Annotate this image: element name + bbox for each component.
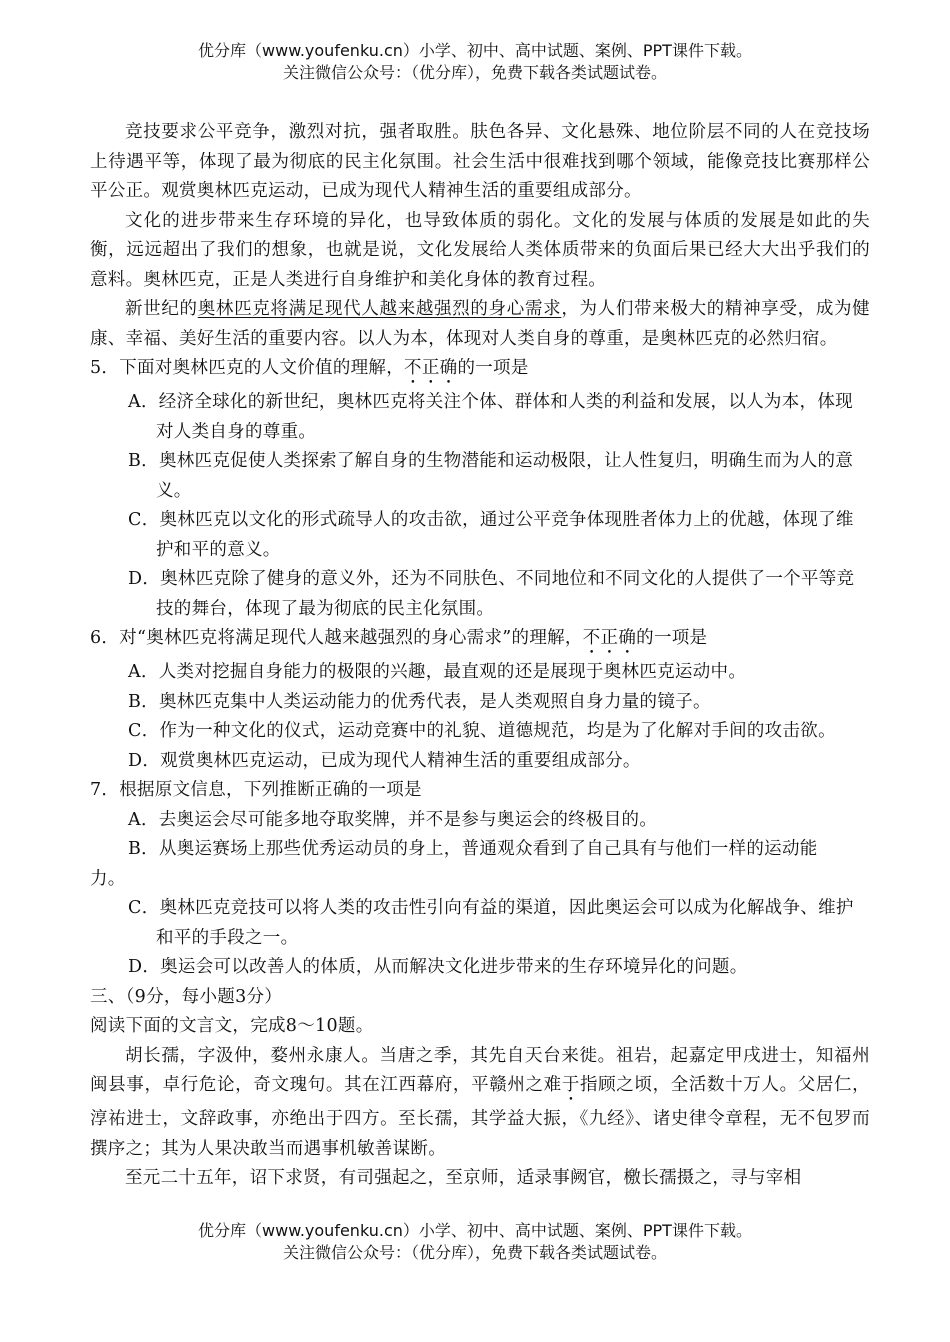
underlined-phrase: 奥林匹克将满足现代人越来越强烈的身心需求 (197, 299, 562, 319)
page-footer (0, 1220, 950, 1264)
header-line-2: 关注微信公众号：（优分库），免费下载各类试题试卷。 (282, 63, 667, 82)
passage-paragraph-1: 竞技要求公平竞争，激烈对抗，强者取胜。肤色各异、文化悬殊、地位阶层不同的人在竞技场上待遇平等，体现了最为彻底的民主化氛围。社会生活中很难找到哪个领域，能像竞技比赛那样公平公正。观赏奥林匹克运动，已成为现代人精神生活的重要组成部分。 (90, 122, 870, 201)
p3-post: ，为人们带来极大的精神享受，成为健康、幸福、美好生活的重要内容。以人为本，体现对人类自身的尊重，是奥林匹克的必然归宿。 (90, 299, 870, 349)
q6-option-c: C．作为一种文化的仪式，运动竞赛中的礼貌、道德规范，均是为了化解对手间的攻击欲。 (128, 721, 836, 741)
footer-line-2: 关注微信公众号：（优分库），免费下载各类试题试卷。 (282, 1243, 667, 1262)
document-body (90, 118, 870, 1194)
p3-pre: 新世纪的 (125, 299, 198, 319)
q7-option-b-overflow: 力。 (90, 868, 126, 889)
q6-stem-pre: 6．对“奥林匹克将满足现代人越来越强烈的身心需求”的理解， (90, 628, 583, 648)
classical-paragraph-2: 至元二十五年，诏下求贤，有司强起之，至京师，适录事阙官，檄长孺摄之，寻与宰相 (125, 1168, 802, 1188)
classical-p1-post: 指顾之顷，全活数十万人。父居仁，淳祐进士，文辞政事，亦绝出于四方。至长孺，其学益大振，《九经》、诸史律令章程，无不包罗而撰序之；其为人果决敢当而遇事机敏善谋断。 (90, 1075, 870, 1159)
classical-p1-pre: 胡长孺，字汲仲，婺州永康人。当唐之季，其先自天台来徙。祖岩，起嘉定甲戌进士，知福州闽县事，卓行危论，奇文瑰句。其在江西幕府，平赣州之难 (90, 1045, 870, 1095)
q5-stem-post: 的一项是 (457, 358, 529, 378)
classical-emphasis: 于 (561, 1075, 580, 1095)
section-3-title: 三、（9分，每小题3分） (90, 986, 283, 1007)
q5-option-c: C．奥林匹克以文化的形式疏导人的攻击欲，通过公平竞争体现胜者体力上的优越，体现了维护和平的意义。 (128, 510, 854, 560)
q5-emphasis: 不正确 (404, 358, 458, 378)
header-line-1: 优分库（www.youfenku.cn）小学、初中、高中试题、案例、PPT课件下载。 (198, 41, 752, 60)
q5-option-a: A．经济全球化的新世纪，奥林匹克将关注个体、群体和人类的利益和发展，以人为本，体现对人类自身的尊重。 (128, 392, 853, 442)
question-6-stem (90, 624, 870, 658)
q5-option-b: B．奥林匹克促使人类探索了解自身的生物潜能和运动极限，让人性复归，明确生而为人的意义。 (128, 451, 854, 501)
page-header (0, 40, 950, 84)
q6-option-a: A．人类对挖掘自身能力的极限的兴趣，最直观的还是展现于奥林匹克运动中。 (128, 662, 747, 682)
q7-option-b: B．从奥运赛场上那些优秀运动员的身上，普通观众看到了自己具有与他们一样的运动能 (128, 839, 818, 859)
passage-paragraph-2: 文化的进步带来生存环境的异化，也导致体质的弱化。文化的发展与体质的发展是如此的失衡，远远超出了我们的想象，也就是说，文化发展给人类体质带来的负面后果已经大大出乎我们的意料。奥林匹克，正是人类进行自身维护和美化身体的教育过程。 (90, 210, 870, 290)
q6-stem-post: 的一项是 (636, 628, 708, 648)
q6-option-d: D．观赏奥林匹克运动，已成为现代人精神生活的重要组成部分。 (128, 750, 641, 771)
question-7-stem: 7．根据原文信息，下列推断正确的一项是 (90, 780, 422, 800)
q7-option-c: C．奥林匹克竞技可以将人类的攻击性引向有益的渠道，因此奥运会可以成为化解战争、维护和平的手段之一。 (128, 898, 854, 948)
q7-option-d: D．奥运会可以改善人的体质，从而解决文化进步带来的生存环境异化的问题。 (128, 957, 748, 977)
question-5-stem (90, 354, 870, 388)
section-3-instruction: 阅读下面的文言文，完成8～10题。 (90, 1016, 374, 1036)
classical-paragraph-1 (90, 1042, 870, 1165)
q6-emphasis: 不正确 (582, 628, 637, 648)
q6-option-b: B．奥林匹克集中人类运动能力的优秀代表，是人类观照自身力量的镜子。 (128, 691, 711, 712)
footer-line-1: 优分库（www.youfenku.cn）小学、初中、高中试题、案例、PPT课件下载。 (198, 1221, 752, 1240)
q5-stem-pre: 5．下面对奥林匹克的人文价值的理解， (90, 358, 405, 378)
passage-paragraph-3 (90, 295, 870, 354)
q7-option-a: A．去奥运会尽可能多地夺取奖牌，并不是参与奥运会的终极目的。 (128, 809, 658, 830)
q5-option-d: D．奥林匹克除了健身的意义外，还为不同肤色、不同地位和不同文化的人提供了一个平等竞技的舞台，体现了最为彻底的民主化氛围。 (128, 569, 855, 619)
